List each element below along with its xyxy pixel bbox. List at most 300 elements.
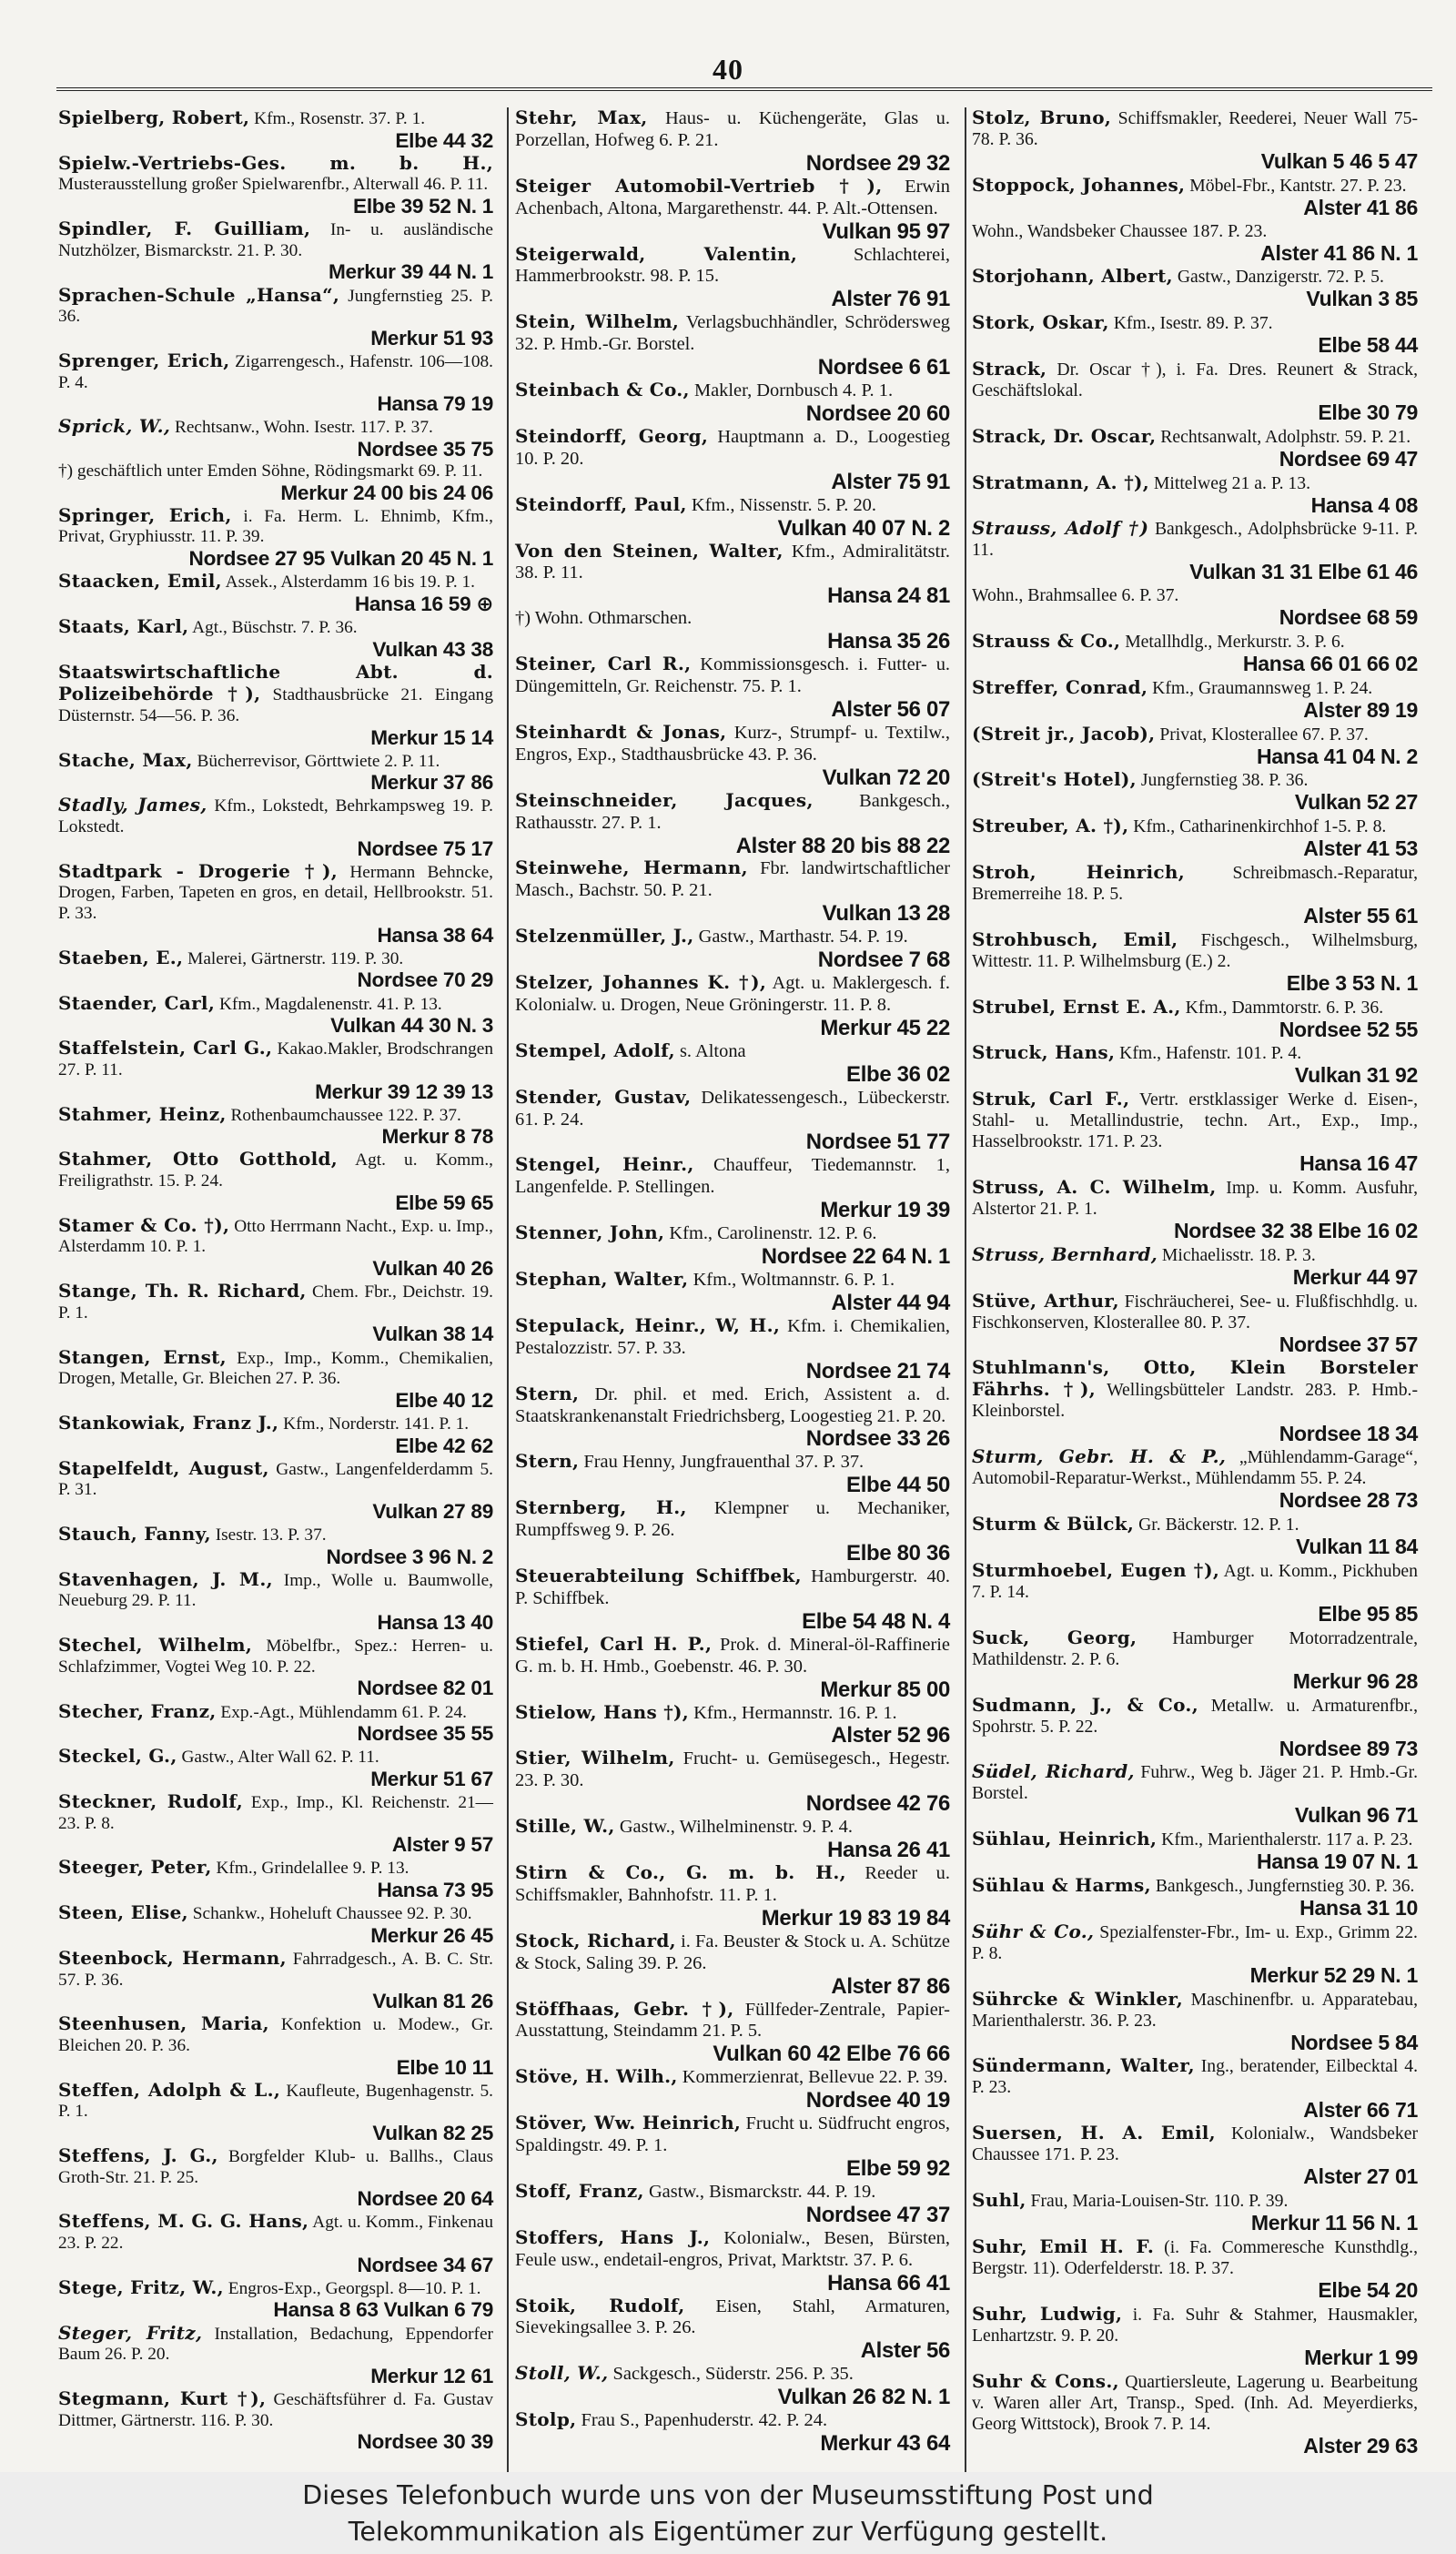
directory-entry	[58, 218, 493, 284]
entry-phone-number: Elbe 44 50	[846, 1473, 950, 1498]
directory-entry	[972, 1761, 1418, 1827]
entry-details: Spezialfenster-Fbr., Im- u. Exp., Grimm 22. P. 8.	[972, 1921, 1418, 1963]
entry-details: Bankgesch., Jungfernstieg 30. P. 36.	[1155, 1875, 1415, 1896]
entry-name: Stein, Wilhelm,	[515, 310, 680, 333]
entry-name: Stoppock, Johannes,	[972, 173, 1186, 196]
directory-entry	[58, 107, 493, 152]
entry-details: Kfm., Magdalenenstr. 41. P. 13.	[218, 994, 442, 1014]
entry-name: Stepulack, Heinr., W, H.,	[515, 1313, 781, 1336]
directory-entry	[515, 1566, 950, 1634]
entry-name: Suhr & Cons.,	[972, 2369, 1119, 2392]
entry-details: Hamburger Motorradzentrale, Mathildenstr. 2. P. 6.	[972, 1627, 1418, 1669]
entry-name: Sündermann, Walter,	[972, 2054, 1195, 2077]
entry-phone-number: Alster 87 86	[831, 1973, 950, 1999]
entry-phone-number: Nordsee 70 29	[357, 968, 493, 992]
directory-entry	[515, 1222, 950, 1269]
entry-name: Stöffhaas, Gebr. †),	[515, 1997, 734, 2020]
entry-details: Kfm., Catharinenkirchhof 1-5. P. 8.	[1133, 816, 1387, 837]
entry-details: Michaelisstr. 18. P. 3.	[1161, 1244, 1316, 1265]
entry-name: Stöve, H. Wilh.,	[515, 2065, 678, 2088]
entry-details: Gastw., Wilhelminenstr. 9. P. 4.	[619, 1817, 853, 1838]
entry-phone-number: Vulkan 60 42 Elbe 76 66	[713, 2042, 950, 2067]
entry-details: Assek., Alsterdamm 16 bis 19. P. 1.	[225, 573, 476, 593]
entry-phone-number: Hansa 16 59 ⊕	[354, 592, 493, 615]
entry-phone-number: Elbe 80 36	[846, 1541, 950, 1566]
entry-name: Stuhlmann's, Otto, Klein Borsteler Fährhs. †),	[972, 1356, 1418, 1401]
entry-phone-number: Merkur 52 29 N. 1	[1249, 1962, 1418, 1987]
entry-details: Frucht- u. Gemüsegesch., Hegestr. 23. P. 30.	[515, 1748, 950, 1791]
entry-name: Stielow, Hans †),	[515, 1700, 690, 1723]
entry-details: Gastw., Danzigerstr. 72. P. 5.	[1177, 267, 1384, 288]
entry-phone-number: Merkur 12 61	[370, 2364, 493, 2387]
directory-entry	[515, 926, 950, 972]
entry-name: Strohbusch, Emil,	[972, 927, 1178, 950]
directory-entry	[58, 1701, 493, 1746]
entry-details: Gastw., Marthastr. 54. P. 19.	[698, 927, 908, 948]
entry-phone-number: Nordsee 89 73	[1279, 1736, 1418, 1760]
directory-entry	[972, 631, 1418, 675]
entry-phone-number: Vulkan 81 26	[372, 1990, 493, 2013]
directory-entry	[58, 285, 493, 350]
entry-phone-number: Elbe 10 11	[396, 2055, 493, 2079]
entry-name: Strack,	[972, 357, 1047, 380]
entry-details: Fuhrw., Weg b. Jäger 21. P. Hmb.-Gr. Borstel.	[972, 1762, 1418, 1804]
entry-details: Kfm., Rosenstr. 37. P. 1.	[254, 109, 426, 128]
directory-entry	[972, 677, 1418, 722]
entry-phone-number: Hansa 41 04 N. 2	[1257, 744, 1418, 768]
directory-entry	[972, 2055, 1418, 2121]
entry-phone-number: Merkur 11 56 N. 1	[1250, 2211, 1418, 2235]
directory-entry	[972, 1514, 1418, 1558]
directory-entry	[58, 1746, 493, 1790]
entry-name: Stahmer, Heinz,	[58, 1102, 227, 1125]
entry-name: Stavenhagen, J. M.,	[58, 1567, 273, 1590]
entry-name: Stankowiak, Franz J.,	[58, 1411, 279, 1434]
entry-name: Stirn & Co., G. m. b. H.,	[515, 1860, 846, 1883]
entry-name: Steinbach & Co.,	[515, 379, 690, 401]
directory-entry	[972, 175, 1418, 219]
entry-name: Steffen, Adolph & L.,	[58, 2078, 281, 2101]
directory-entry	[515, 1154, 950, 1222]
entry-name: Steigerwald, Valentin,	[515, 242, 798, 265]
directory-entry	[972, 359, 1418, 424]
directory-entry	[515, 972, 950, 1040]
entry-details: Maschinenfbr. u. Apparatebau, Marienthalerstr. 36. P. 23.	[972, 1989, 1419, 2031]
entry-phone-number: Nordsee 34 67	[357, 2253, 493, 2276]
entry-name: Steinhardt & Jonas,	[515, 720, 727, 743]
entry-name: Struck, Hans,	[972, 1041, 1116, 1064]
entry-name: Sprenger, Erich,	[58, 349, 230, 371]
directory-entry	[58, 1413, 493, 1457]
entry-phone-number: Nordsee 20 60	[805, 400, 950, 426]
entry-name: Stehr, Max,	[515, 106, 648, 128]
entry-name: Steindorff, Paul,	[515, 492, 687, 515]
entry-details: Privat, Klosterallee 67. P. 37.	[1159, 724, 1369, 745]
entry-name: Steffens, J. G.,	[58, 2144, 218, 2166]
entry-name: Stiefel, Carl H. P.,	[515, 1632, 713, 1655]
entry-details: Möbelfbr., Spez.: Herren- u. Schlafzimmer, Vogtei Weg 10. P. 22.	[58, 1637, 493, 1677]
entry-details: Ing., beratender, Eilbecktal 4. P. 23.	[972, 2056, 1419, 2098]
entry-details: Kommissionsgesch. i. Futter- u. Düngemitteln, Gr. Reichenstr. 75. P. 1.	[515, 654, 951, 697]
directory-entry	[972, 997, 1418, 1041]
entry-phone-number: Alster 75 91	[831, 469, 950, 494]
entry-name: Stangen, Ernst,	[58, 1345, 227, 1368]
entry-name: Steinwehe, Hermann,	[515, 856, 748, 879]
entry-phone-number: Hansa 79 19	[377, 392, 493, 416]
entry-phone-number: Elbe 59 92	[846, 2155, 950, 2181]
directory-entry	[972, 1829, 1418, 1873]
entry-details: i. Fa. Suhr & Stahmer, Hausmakler, Lenhartzstr. 9. P. 20.	[972, 2304, 1418, 2346]
entry-name: Staacken, Emil,	[58, 570, 222, 593]
entry-name: Sühlau & Harms,	[972, 1873, 1151, 1896]
entry-name: Stelzenmüller, J.,	[515, 925, 694, 948]
directory-entry	[972, 1560, 1418, 1626]
entry-phone-number: Vulkan 26 82 N. 1	[777, 2385, 950, 2410]
entry-details: Kfm., Hermannstr. 16. P. 1.	[693, 1702, 897, 1723]
directory-entry	[58, 1635, 493, 1700]
entry-phone-number: Merkur 26 45	[370, 1923, 493, 1947]
entry-phone-number: Hansa 16 47	[1299, 1151, 1418, 1176]
entry-phone-number: Hansa 24 81	[827, 583, 950, 609]
entry-phone-number: Nordsee 22 64 N. 1	[761, 1244, 950, 1270]
entry-phone-number: Elbe 39 52 N. 1	[353, 195, 493, 218]
directory-entry	[515, 494, 950, 541]
entry-phone-number: Alster 55 61	[1303, 903, 1418, 927]
entry-name: Stern,	[515, 1382, 580, 1404]
entry-name: Steenbock, Hermann,	[58, 1946, 287, 1969]
directory-entry	[972, 724, 1418, 768]
entry-details: Jungfernstieg 38. P. 36.	[1140, 770, 1309, 791]
directory-entry	[58, 1948, 493, 2013]
entry-phone-number: Elbe 59 65	[395, 1191, 493, 1214]
entry-details: Kfm., Woltmannstr. 6. P. 1.	[693, 1270, 895, 1291]
entry-details: Kommerzienrat, Bellevue 22. P. 39.	[682, 2067, 948, 2088]
directory-entry	[58, 1902, 493, 1947]
directory-entry	[515, 1451, 950, 1497]
directory-entry	[515, 2181, 950, 2227]
directory-entry	[58, 1038, 493, 1103]
entry-details: Sackgesch., Süderstr. 256. P. 35.	[612, 2364, 854, 2385]
header-rule	[56, 87, 1432, 91]
entry-details: Wohn., Wandsbeker Chaussee 187. P. 23.	[972, 220, 1268, 241]
entry-name: Suersen, H. A. Emil,	[972, 2122, 1216, 2144]
entry-details: Hermann Behncke, Drogen, Farben, Tapeten en gros, en detail, Hellbrookstr. 51. P. 33.	[58, 862, 493, 923]
entry-phone-number: Merkur 19 39	[820, 1198, 950, 1223]
entry-details: Metallhdlg., Merkurstr. 3. P. 6.	[1125, 631, 1345, 652]
entry-phone-number: Alster 41 86	[1303, 195, 1418, 219]
directory-entry	[515, 790, 950, 858]
entry-details: Dr. Oscar †), i. Fa. Dres. Reunert & Strack, Geschäftslokal.	[972, 359, 1418, 400]
entry-name: Steffens, M. G. G. Hans,	[58, 2210, 309, 2233]
directory-entry	[972, 862, 1418, 927]
entry-phone-number: Vulkan 82 25	[372, 2121, 493, 2144]
entry-name: Sühr & Co.,	[972, 1920, 1095, 1942]
entry-name: Suhr, Emil H. F.	[972, 2235, 1155, 2257]
entry-details: Bankgesch., Adolphsbrücke 9-11. P. 11.	[972, 519, 1418, 561]
entry-phone-number: Vulkan 72 20	[822, 765, 950, 790]
entry-name: Stolp,	[515, 2408, 577, 2431]
directory-entry	[58, 2211, 493, 2276]
entry-details: Kfm., Nissenstr. 5. P. 20.	[691, 494, 876, 515]
entry-details: Geschäftsführer d. Fa. Gustav Dittmer, Gärtnerstr. 116. P. 30.	[58, 2389, 493, 2430]
directory-entry	[58, 1569, 493, 1635]
directory-entry	[515, 107, 950, 176]
directory-entry	[58, 616, 493, 661]
column-divider	[507, 107, 509, 2472]
entry-phone-number: Hansa 4 08	[1310, 492, 1418, 517]
entry-details: †) geschäftlich unter Emden Söhne, Rödingsmarkt 69. P. 11.	[58, 461, 483, 481]
directory-entry	[972, 1627, 1418, 1693]
directory-entry	[515, 1634, 950, 1702]
entry-details: Exp., Imp., Kl. Reichenstr. 21—23. P. 8.	[58, 1793, 493, 1833]
entry-phone-number: Elbe 30 79	[1318, 400, 1418, 425]
directory-entry	[58, 505, 493, 571]
directory-entry	[58, 2080, 493, 2145]
entry-phone-number: Alster 56 07	[831, 696, 950, 722]
entry-name: Strack, Dr. Oscar,	[972, 424, 1157, 447]
entry-name: Stoll, W.,	[515, 2362, 609, 2385]
entry-details: Musterausstellung großer Spielwarenfbr., Alterwall 46. P. 11.	[58, 175, 489, 195]
entry-phone-number: Hansa 66 01 66 02	[1242, 652, 1418, 675]
directory-column-1	[58, 107, 493, 2454]
directory-entry	[972, 816, 1418, 860]
entry-details: Bücherrevisor, Görttwiete 2. P. 11.	[197, 751, 440, 771]
entry-name: Stechel, Wilhelm,	[58, 1634, 253, 1657]
entry-details: Kfm., Marienthalerstr. 117 a. P. 23.	[1161, 1829, 1413, 1850]
entry-details: (i. Fa. Commeresche Kunsthdlg., Bergstr. 11). Oderfelderstr. 18. P. 37.	[972, 2236, 1419, 2278]
entry-details: Kfm., Norderstr. 141. P. 1.	[283, 1414, 470, 1434]
entry-phone-number: Elbe 54 48 N. 4	[802, 1608, 950, 1634]
entry-phone-number: Merkur 15 14	[370, 725, 493, 749]
entry-details: Hauptmann a. D., Loogestieg 10. P. 20.	[515, 426, 950, 469]
entry-name: Stöver, Ww. Heinrich,	[515, 2112, 742, 2134]
entry-details: Kfm., Lokstedt, Behrkampsweg 19. P. Lokstedt.	[58, 796, 493, 836]
entry-phone-number: Alster 89 19	[1303, 697, 1418, 722]
entry-details: Rechtsanw., Wohn. Isestr. 117. P. 37.	[174, 418, 433, 438]
directory-entry	[972, 266, 1418, 310]
entry-name: Steger, Fritz,	[58, 2321, 203, 2344]
archive-caption	[0, 2472, 1456, 2554]
entry-phone-number: Alster 66 71	[1303, 2097, 1418, 2122]
entry-phone-number: Alster 29 63	[1303, 2433, 1418, 2458]
entry-details: Dr. phil. et med. Erich, Assistent a. d. Staatskrankenanstalt Friedrichsberg, Loogestieg 21. P. 20.	[515, 1383, 950, 1426]
directory-entry	[58, 571, 493, 615]
entry-phone-number: Vulkan 5 46 5 47	[1260, 149, 1418, 174]
entry-details: Fischgesch., Wilhelmsburg, Wittestr. 11. P. Wilhelmsburg (E.) 2.	[972, 929, 1419, 971]
entry-name: Stadtpark - Drogerie †),	[58, 859, 339, 882]
entry-name: Steiger Automobil-Vertrieb †),	[515, 174, 883, 197]
entry-details: Eisen, Stahl, Armaturen, Sievekingsallee 3. P. 26.	[515, 2296, 950, 2338]
entry-name: Stoik, Rudolf,	[515, 2294, 685, 2316]
entry-name: Staats, Karl,	[58, 614, 189, 637]
entry-phone-number: Nordsee 20 64	[357, 2187, 493, 2211]
entry-details: Frucht u. Südfrucht engros, Spaldingstr. 49. P. 1.	[515, 2113, 951, 2156]
entry-details: Kolonialw., Besen, Bürsten, Feule usw., endetail-engros, Privat, Marktstr. 37. P. 6.	[515, 2227, 950, 2270]
entry-phone-number: Nordsee 28 73	[1279, 1488, 1418, 1513]
entry-name: Strubel, Ernst E. A.,	[972, 995, 1181, 1018]
entry-details: i. Fa. Beuster & Stock u. A. Schütze & Stock, Saling 39. P. 26.	[515, 1931, 950, 1973]
entry-phone-number: Merkur 96 28	[1292, 1668, 1418, 1693]
entry-details: Delikatessengesch., Lübeckerstr. 61. P. 24.	[515, 1087, 950, 1130]
entry-details: Kurz-, Strumpf- u. Textilw., Engros, Exp., Stadthausbrücke 43. P. 36.	[515, 722, 951, 765]
entry-name: Spindler, F. Guilliam,	[58, 218, 311, 240]
entry-details: Rothenbaumchaussee 122. P. 37.	[230, 1105, 461, 1125]
caption-line: Dieses Telefonbuch wurde uns von der Museumsstiftung Post und	[302, 2480, 1154, 2510]
entry-phone-number: Elbe 54 20	[1318, 2277, 1418, 2302]
entry-details: Wohn., Brahmsallee 6. P. 37.	[972, 585, 1179, 606]
entry-phone-number: Nordsee 3 96 N. 2	[326, 1545, 493, 1568]
directory-entry	[515, 1087, 950, 1155]
directory-entry	[515, 2363, 950, 2409]
entry-name: Steeger, Peter,	[58, 1856, 212, 1879]
directory-column-2	[515, 107, 950, 2456]
directory-entry	[972, 472, 1418, 517]
directory-entry	[58, 350, 493, 416]
directory-entry	[972, 1921, 1418, 1987]
entry-phone-number: Nordsee 7 68	[817, 948, 950, 973]
entry-details: Imp., Wolle u. Baumwolle, Neueburg 29. P. 11.	[58, 1570, 493, 1611]
entry-details: Agt. u. Komm., Freiligrathstr. 15. P. 24.	[58, 1150, 494, 1191]
entry-details: Erwin Achenbach, Altona, Margarethenstr. 44. P. Alt.-Ottensen.	[515, 176, 951, 218]
entry-phone-number: Nordsee 5 84	[1290, 2030, 1418, 2054]
entry-details: Schreibmasch.-Reparatur, Bremerreihe 18. P. 5.	[972, 862, 1419, 904]
entry-details: s. Altona	[679, 1040, 746, 1061]
directory-entry	[515, 2296, 950, 2364]
entry-name: Sprachen-Schule „Hansa“,	[58, 283, 340, 306]
entry-name: Stier, Wilhelm,	[515, 1747, 675, 1769]
directory-entry	[972, 1875, 1418, 1920]
directory-entry	[972, 2304, 1418, 2369]
entry-phone-number: Nordsee 40 19	[805, 2088, 950, 2113]
entry-details: Gastw., Alter Wall 62. P. 11.	[181, 1748, 379, 1768]
entry-phone-number: Vulkan 96 71	[1294, 1803, 1418, 1828]
entry-name: Von den Steinen, Walter,	[515, 539, 784, 562]
directory-entry	[515, 380, 950, 426]
entry-phone-number: Nordsee 42 76	[805, 1791, 950, 1817]
entry-phone-number: Alster 41 86 N. 1	[1260, 240, 1418, 265]
directory-entry	[58, 416, 493, 461]
entry-details: Rechtsanwalt, Adolphstr. 59. P. 21.	[1160, 426, 1411, 447]
entry-phone-number: Nordsee 27 95 Vulkan 20 45 N. 1	[188, 547, 493, 570]
entry-details: Wellingsbütteler Landstr. 283. P. Hmb.-Kleinborstel.	[972, 1380, 1419, 1422]
entry-details: Fahrradgesch., A. B. C. Str. 57. P. 36.	[58, 1949, 493, 1990]
entry-details: Möbel-Fbr., Kantstr. 27. P. 23.	[1189, 175, 1407, 196]
entry-name: Sturmhoebel, Eugen †),	[972, 1558, 1220, 1581]
entry-phone-number: Merkur 19 83 19 84	[761, 1905, 950, 1931]
directory-column-3	[972, 107, 1418, 2458]
entry-phone-number: Alster 27 01	[1303, 2164, 1418, 2189]
directory-entry	[515, 2409, 950, 2456]
directory-entry	[58, 1215, 493, 1281]
directory-entry	[972, 1177, 1418, 1242]
entry-phone-number: Vulkan 31 31 Elbe 61 46	[1189, 560, 1418, 584]
entry-name: Steindorff, Georg,	[515, 424, 709, 447]
directory-entry	[972, 2123, 1418, 2188]
entry-phone-number: Elbe 58 44	[1318, 333, 1418, 358]
entry-details: Kfm., Carolinenstr. 12. P. 6.	[669, 1223, 877, 1244]
entry-phone-number: Merkur 39 44 N. 1	[328, 260, 493, 284]
entry-details: Hamburgerstr. 40. P. Schiffbek.	[515, 1566, 951, 1608]
entry-name: Sturm & Bülck,	[972, 1513, 1135, 1535]
entry-phone-number: Elbe 40 12	[395, 1388, 493, 1412]
directory-entry	[58, 1149, 493, 1214]
entry-name: Stenner, John,	[515, 1221, 665, 1244]
directory-entry	[58, 2388, 493, 2454]
entry-phone-number: Merkur 24 00 bis 24 06	[280, 481, 493, 504]
entry-name: Stender, Gustav,	[515, 1085, 692, 1108]
directory-entry	[515, 2113, 950, 2181]
entry-phone-number: Vulkan 40 26	[372, 1257, 493, 1280]
entry-details: Kfm., Isestr. 89. P. 37.	[1113, 313, 1273, 334]
entry-name: Strauss & Co.,	[972, 629, 1121, 652]
directory-entry	[972, 1291, 1418, 1356]
entry-name: Staffelstein, Carl G.,	[58, 1037, 273, 1059]
entry-name: Stolz, Bruno,	[972, 106, 1112, 128]
entry-name: Stille, W.,	[515, 1815, 615, 1838]
entry-name: Stauch, Fanny,	[58, 1523, 211, 1545]
entry-name: Springer, Erich,	[58, 503, 232, 526]
directory-entry	[972, 312, 1418, 357]
entry-details: Chauffeur, Tiedemannstr. 1, Langenfelde. P. Stellingen.	[515, 1155, 951, 1198]
entry-name: Stephan, Walter,	[515, 1268, 689, 1291]
entry-phone-number: Nordsee 69 47	[1279, 446, 1418, 471]
entry-phone-number: Elbe 3 53 N. 1	[1286, 970, 1418, 995]
entry-phone-number: Merkur 8 78	[381, 1125, 493, 1149]
entry-details: Agt. u. Komm., Finkenau 23. P. 22.	[58, 2213, 493, 2253]
entry-details: Otto Herrmann Nacht., Exp. u. Imp., Alsterdamm 10. P. 1.	[58, 1216, 493, 1257]
entry-phone-number: Vulkan 52 27	[1294, 790, 1418, 815]
entry-phone-number: Nordsee 82 01	[357, 1677, 493, 1700]
directory-entry	[58, 795, 493, 860]
entry-details: Gastw., Langenfelderdamm 5. P. 31.	[58, 1459, 493, 1500]
entry-details: Exp., Imp., Komm., Chemikalien, Drogen, Metalle, Gr. Bleichen 27. P. 36.	[58, 1348, 494, 1389]
entry-phone-number: Vulkan 38 14	[372, 1323, 493, 1346]
entry-details: Schankw., Hoheluft Chaussee 92. P. 30.	[192, 1904, 472, 1924]
entry-name: Stadly, James,	[58, 794, 207, 816]
entry-name: Stamer & Co. †),	[58, 1213, 230, 1236]
entry-name: Suhr, Ludwig,	[972, 2302, 1123, 2325]
entry-phone-number: Nordsee 33 26	[805, 1426, 950, 1452]
entry-details: Vertr. erstklassiger Werke d. Eisen-, Stahl- u. Metallindustrie, techn. Art., Exp., Imp., Hasselbrookstr. 171. P. 23.	[972, 1090, 1418, 1152]
entry-name: Steenhusen, Maria,	[58, 2012, 269, 2035]
directory-entry	[515, 1702, 950, 1748]
entry-details: Kfm., Hafenstr. 101. P. 4.	[1119, 1043, 1302, 1064]
entry-details: Schiffsmakler, Reederei, Neuer Wall 75-78. P. 36.	[972, 108, 1418, 150]
directory-entry	[58, 461, 493, 504]
entry-name: Stecher, Franz,	[58, 1699, 217, 1722]
entry-details: Chem. Fbr., Deichstr. 19. P. 1.	[58, 1282, 493, 1323]
entry-details: Mittelweg 21 a. P. 13.	[1153, 472, 1311, 493]
entry-name: Stange, Th. R. Richard,	[58, 1280, 307, 1302]
directory-entry	[972, 1244, 1418, 1289]
directory-entry	[58, 2323, 493, 2388]
entry-name: Stapelfeldt, August,	[58, 1456, 269, 1479]
entry-phone-number: Nordsee 75 17	[357, 836, 493, 860]
entry-name: Stempel, Adolf,	[515, 1039, 675, 1061]
directory-entry	[515, 311, 950, 380]
directory-entry	[515, 1748, 950, 1816]
entry-phone-number: Merkur 51 93	[370, 326, 493, 350]
entry-details: In- u. ausländische Nutzhölzer, Bismarckstr. 21. P. 30.	[58, 220, 493, 260]
entry-name: Struss, Bernhard,	[972, 1242, 1158, 1265]
directory-entry	[515, 1497, 950, 1566]
page-number: 40	[713, 53, 743, 86]
directory-entry	[58, 861, 493, 947]
entry-details: Kaufleute, Bugenhagenstr. 5. P. 1.	[58, 2081, 493, 2122]
entry-name: Sprick, W.,	[58, 415, 171, 438]
entry-phone-number: Elbe 36 02	[846, 1061, 950, 1087]
entry-name: Steckner, Rudolf,	[58, 1790, 244, 1812]
